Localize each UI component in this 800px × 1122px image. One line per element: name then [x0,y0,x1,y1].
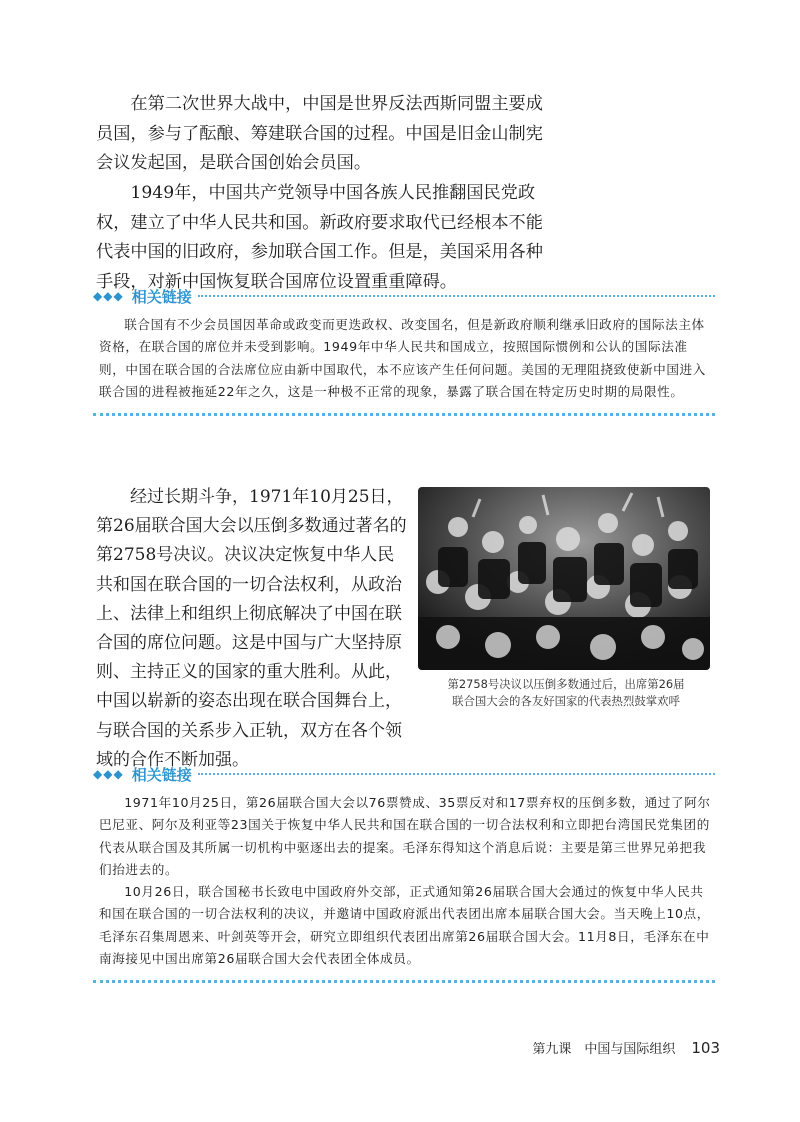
photo-delegates-applauding [418,487,710,670]
page-number: 103 [691,1039,720,1057]
diamond-icon: ◆◆◆ [93,767,124,781]
historic-photo [418,487,710,670]
related-link-box-2 [93,764,715,983]
related-link-header [93,764,715,784]
dotted-divider-bottom [93,413,715,416]
lesson-title: 第九课 中国与国际组织 [532,1042,676,1057]
dotted-divider [198,773,715,775]
paragraph-1949: 1949年，中国共产党领导中国各族人民推翻国民党政权，建立了中华人民共和国。新政府要求取代已经根本不能代表中国的旧政府，参加联合国工作。但是，美国采用各种手段，对新中国恢复联合国席位设置重重障碍。 [96,183,543,292]
dotted-divider [198,295,715,297]
related-link-text: 联合国有不少会员国因革命或政变而更迭政权、改变国名，但是新政府顺利继承旧政府的国际法主体资格，在联合国的席位并未受到影响。1949年中华人民共和国成立，按照国际惯例和公认的国际法准则，中国在联合国的合法席位应由新中国取代，本不应该产生任何问题。美国的无理阻挠致使新中国进入联合国的进程被拖延22年之久，这是一种极不正常的现象，暴露了联合国在特定历史时期的局限性。 [99,317,706,399]
paragraph-wwii: 在第二次世界大战中，中国是世界反法西斯同盟主要成员国，参与了酝酿、筹建联合国的过程。中国是旧金山制宪会议发起国，是联合国创始会员国。 [96,94,543,173]
related-link-text-2: 10月26日，联合国秘书长致电中国政府外交部，正式通知第26届联合国大会通过的恢复中华人民共和国在联合国的一切合法权利的决议，并邀请中国政府派出代表团出席本届联合国大会。当天晚上10点，毛泽东召集周恩来、叶剑英等开会，研究立即组织代表团出席第26届联合国大会。11月8日，毛泽东在中南海接见中国出席第26届联合国大会代表团全体成员。 [99,884,710,967]
diamond-icon: ◆◆◆ [93,289,124,303]
related-link-header [93,286,715,306]
related-link-body [93,784,715,970]
page-footer [520,1038,720,1057]
photo-caption [420,676,712,710]
photo-caption-line-2: 联合国大会的各友好国家的代表热烈鼓掌欢呼 [452,694,680,708]
dotted-divider-bottom [93,980,715,983]
related-link-title: 相关链接 [131,287,192,306]
photo-caption-line-1: 第2758号决议以压倒多数通过后，出席第26届 [447,677,685,691]
related-link-body [93,306,715,403]
related-link-box-1 [93,286,715,416]
paragraph-1971-resolution: 经过长期斗争，1971年10月25日，第26届联合国大会以压倒多数通过著名的第2758号决议。决议决定恢复中华人民共和国在联合国的一切合法权利，从政治上、法律上和组织上彻底解决了中国在联合国的席位问题。这是中国与广大坚持原则、主持正义的国家的重大胜利。从此，中国以崭新的姿态出现在联合国舞台上，与联合国的关系步入正轨，双方在各个领域的合作不断加强。 [96,487,407,770]
related-link-text-1: 1971年10月25日，第26届联合国大会以76票赞成、35票反对和17票弃权的压倒多数，通过了阿尔巴尼亚、阿尔及利亚等23国关于恢复中华人民共和国在联合国的一切合法权利和立即把台湾国民党集团的代表从联合国及其所属一切机构中驱逐出去的提案。毛泽东得知这个消息后说：主要是第三世界兄弟把我们抬进去的。 [99,795,711,877]
related-link-title: 相关链接 [131,765,192,784]
